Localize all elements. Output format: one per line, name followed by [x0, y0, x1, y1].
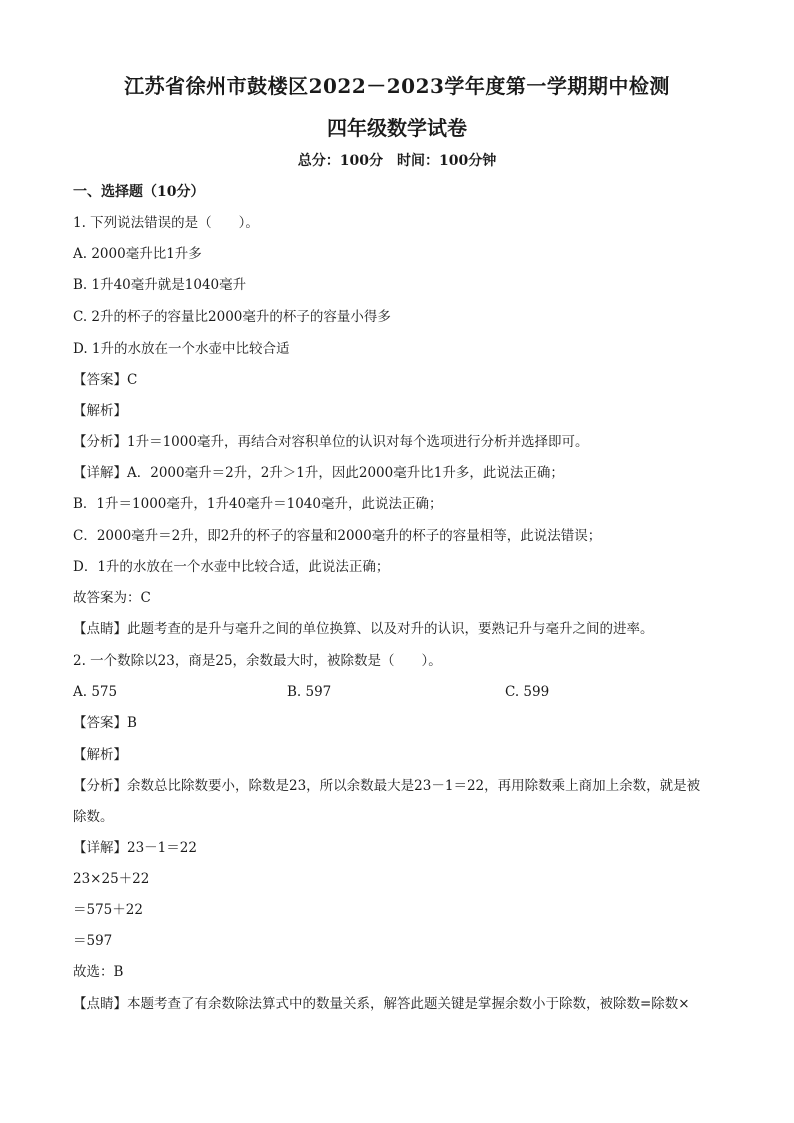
question-2-detail-line: 【详解】23－1＝22: [73, 840, 197, 856]
question-2-stem: 2. 一个数除以23，商是25，余数最大时，被除数是（ ）。: [73, 653, 442, 669]
question-2-detail-line: ＝575＋22: [73, 902, 143, 918]
exam-subtitle: 四年级数学试卷: [327, 116, 467, 140]
question-1-answer: 【答案】C: [73, 372, 138, 388]
question-1-detail-line: B．1升＝1000毫升，1升40毫升＝1040毫升，此说法正确；: [73, 496, 443, 512]
question-1-detail-line: 故答案为：C: [73, 590, 151, 606]
question-1-comment: 【点睛】此题考查的是升与毫升之间的单位换算、以及对升的认识，要熟记升与毫升之间的进率。: [73, 621, 654, 637]
question-1-option-a: A. 2000毫升比1升多: [73, 246, 202, 262]
section-heading: 一、选择题（10分）: [73, 184, 205, 200]
question-2-detail-line: 故选：B: [73, 964, 124, 980]
question-2-comment: 【点睛】本题考查了有余数除法算式中的数量关系，解答此题关键是掌握余数小于除数，被除数=除数×: [73, 996, 690, 1012]
question-1-detail-line: 【详解】A．2000毫升＝2升，2升＞1升，因此2000毫升比1升多，此说法正确；: [73, 465, 564, 481]
question-1-stem: 1. 下列说法错误的是（ ）。: [73, 215, 259, 231]
question-2-analysis: 【分析】余数总比除数要小，除数是23，所以余数最大是23－1＝22，再用除数乘上商加上余数，就是被: [73, 778, 701, 794]
question-1-option-d: D. 1升的水放在一个水壶中比较合适: [73, 341, 290, 357]
question-1-analysis: 【分析】1升＝1000毫升，再结合对容积单位的认识对每个选项进行分析并选择即可。: [73, 434, 589, 450]
question-2-option-a: A. 575: [73, 684, 118, 700]
question-1-option-b: B. 1升40毫升就是1040毫升: [73, 277, 247, 293]
question-2-analysis-label: 【解析】: [73, 747, 127, 763]
question-2-analysis-cont: 除数。: [73, 809, 114, 825]
question-2-option-b: B. 597: [287, 684, 332, 700]
question-2-detail-line: 23×25＋22: [73, 871, 150, 887]
question-1-detail-line: D．1升的水放在一个水壶中比较合适，此说法正确；: [73, 559, 390, 575]
question-1-detail-line: C．2000毫升＝2升，即2升的杯子的容量和2000毫升的杯子的容量相等，此说法错误；: [73, 528, 602, 544]
exam-meta: 总分：100分 时间：100分钟: [297, 153, 497, 169]
question-2-option-c: C. 599: [505, 684, 550, 700]
exam-title: 江苏省徐州市鼓楼区2022－2023学年度第一学期期中检测: [124, 74, 670, 98]
question-1-analysis-label: 【解析】: [73, 403, 127, 419]
question-2-answer: 【答案】B: [73, 715, 137, 731]
question-1-option-c: C. 2升的杯子的容量比2000毫升的杯子的容量小得多: [73, 309, 391, 325]
question-2-detail-line: ＝597: [73, 933, 113, 949]
